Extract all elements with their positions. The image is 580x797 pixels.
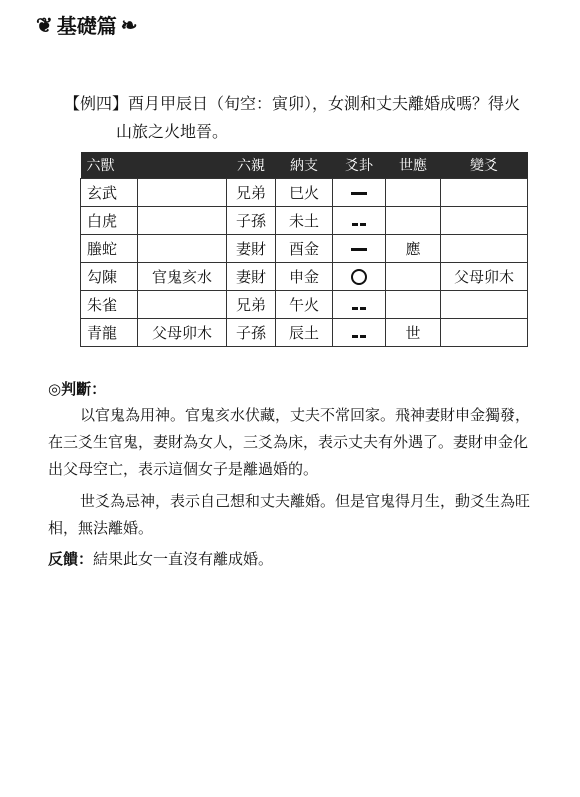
table-row — [81, 319, 528, 347]
cell-hidden-spirit: 父母卯木 — [138, 319, 227, 347]
cell-relative: 子孫 — [227, 207, 276, 235]
cell-changed-line — [441, 207, 528, 235]
table-row — [81, 263, 528, 291]
cell-shiying — [386, 207, 441, 235]
cell-relative: 妻財 — [227, 235, 276, 263]
col-header-branch: 納支 — [276, 152, 333, 179]
table-row — [81, 179, 528, 207]
judgement-title: ◎判斷： — [48, 380, 107, 398]
cell-shiying: 世 — [386, 319, 441, 347]
cell-hidden-spirit — [138, 207, 227, 235]
cell-hidden-spirit — [138, 291, 227, 319]
ornament-left-icon: ❦ — [36, 12, 53, 37]
col-header-beast: 六獸 — [81, 152, 138, 179]
cell-changed-line — [441, 235, 528, 263]
table-row — [81, 207, 528, 235]
cell-shiying — [386, 179, 441, 207]
feedback — [48, 546, 273, 573]
cell-branch: 辰土 — [276, 319, 333, 347]
yang-line-icon — [351, 192, 367, 195]
table-row — [81, 291, 528, 319]
cell-relative: 妻財 — [227, 263, 276, 291]
cell-branch: 申金 — [276, 263, 333, 291]
cell-shiying: 應 — [386, 235, 441, 263]
cell-beast: 螣蛇 — [81, 235, 138, 263]
yin-line-icon — [351, 324, 367, 342]
cell-changed-line — [441, 319, 528, 347]
example-question — [64, 90, 554, 146]
judgement-paragraph-1: 以官鬼為用神。官鬼亥水伏藏，丈夫不常回家。飛神妻財申金獨發，在三爻生官鬼，妻財為女人，三爻為床，表示丈夫有外遇了。妻財申金化出父母空亡，表示這個女子是離過婚的。 — [48, 406, 531, 478]
yin-line-icon — [351, 212, 367, 230]
chapter-header — [36, 10, 138, 39]
cell-yao — [333, 319, 386, 347]
col-header-shiying: 世應 — [386, 152, 441, 179]
cell-yao — [333, 179, 386, 207]
cell-hidden-spirit — [138, 179, 227, 207]
cell-beast: 朱雀 — [81, 291, 138, 319]
cell-branch: 酉金 — [276, 235, 333, 263]
col-header-change: 變爻 — [441, 152, 528, 179]
table-body — [81, 179, 528, 347]
cell-shiying — [386, 263, 441, 291]
cell-relative: 兄弟 — [227, 291, 276, 319]
example-line-1: 【例四】酉月甲辰日（旬空：寅卯），女測和丈夫離婚成嗎？得火 — [64, 94, 521, 113]
table-header-row — [81, 152, 528, 179]
cell-changed-line — [441, 179, 528, 207]
table-row — [81, 235, 528, 263]
cell-yao — [333, 207, 386, 235]
cell-branch: 午火 — [276, 291, 333, 319]
cell-hidden-spirit — [138, 235, 227, 263]
cell-branch: 未土 — [276, 207, 333, 235]
cell-relative: 子孫 — [227, 319, 276, 347]
cell-beast: 青龍 — [81, 319, 138, 347]
col-header-relative: 六親 — [227, 152, 276, 179]
judgement-paragraph-2: 世爻為忌神，表示自己想和丈夫離婚。但是官鬼得月生，動爻生為旺相，無法離婚。 — [48, 492, 531, 537]
cell-changed-line — [441, 291, 528, 319]
ornament-right-icon: ❧ — [120, 12, 138, 37]
cell-beast: 白虎 — [81, 207, 138, 235]
cell-beast: 勾陳 — [81, 263, 138, 291]
example-line-2: 山旅之火地晉。 — [116, 122, 229, 141]
cell-branch: 巳火 — [276, 179, 333, 207]
cell-yao — [333, 235, 386, 263]
feedback-text: 結果此女一直沒有離成婚。 — [93, 550, 274, 568]
cell-yao — [333, 291, 386, 319]
chapter-title: 基礎篇 — [56, 14, 117, 38]
moving-yang-circle-icon — [351, 269, 367, 285]
yang-line-icon — [351, 248, 367, 251]
cell-yao — [333, 263, 386, 291]
cell-relative: 兄弟 — [227, 179, 276, 207]
col-header-yao: 爻卦 — [333, 152, 386, 179]
col-header-hidden — [138, 152, 227, 179]
cell-beast: 玄武 — [81, 179, 138, 207]
cell-hidden-spirit: 官鬼亥水 — [138, 263, 227, 291]
hexagram-table — [80, 152, 528, 347]
yin-line-icon — [351, 296, 367, 314]
cell-changed-line: 父母卯木 — [441, 263, 528, 291]
cell-shiying — [386, 291, 441, 319]
feedback-label: 反饋： — [48, 550, 94, 568]
